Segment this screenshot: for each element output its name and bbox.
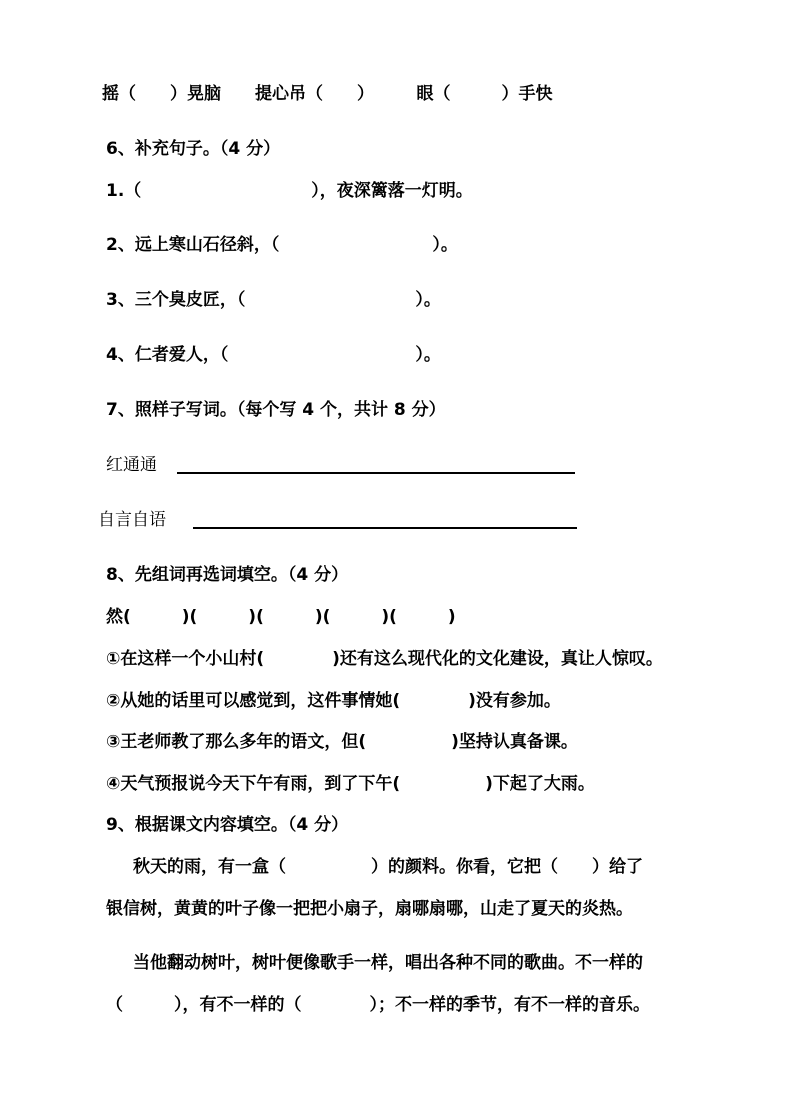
q8-title: 8、先组词再选词填空。（4 分）: [106, 565, 349, 585]
q6-sentence-3: 3、三个臭皮匠，（ ）。: [106, 290, 441, 310]
q6-sentence-4: 4、仁者爱人，（ ）。: [106, 345, 441, 365]
q9-para1-line2: 银信树，黄黄的叶子像一把把小扇子，扇哪扇哪，山走了夏天的炎热。: [106, 899, 633, 919]
q6-title: 6、补充句子。（4 分）: [106, 139, 281, 159]
q8-item-1: ①在这样一个小山村( )还有这么现代化的文化建设，真让人惊叹。: [106, 649, 663, 669]
q8-item-4: ④天气预报说今天下午有雨，到了下午( )下起了大雨。: [106, 774, 595, 794]
q8-ran-blanks: 然( )( )( )( )( ): [106, 607, 456, 627]
q9-para2-line1: 当他翻动树叶，树叶便像歌手一样，唱出各种不同的歌曲。不一样的: [133, 953, 643, 973]
q6-sentence-2: 2、远上寒山石径斜，（ ）。: [106, 235, 458, 255]
q7-title: 7、照样子写词。（每个写 4 个，共计 8 分）: [106, 400, 446, 420]
q7-example-2: 自言自语: [98, 510, 166, 530]
q9-para2-line2: （ ），有不一样的（ ）；不一样的季节，有不一样的音乐。: [106, 995, 650, 1015]
q7-answer-line-2[interactable]: [193, 527, 577, 529]
q9-para1-line1: 秋天的雨，有一盒（ ）的颜料。你看，它把（ ）给了: [133, 857, 643, 877]
q8-item-2: ②从她的话里可以感觉到，这件事情她( )没有参加。: [106, 691, 561, 711]
q7-example-1: 红通通: [106, 455, 157, 475]
q6-sentence-1: 1.（ ），夜深篱落一灯明。: [106, 181, 473, 201]
q8-item-3: ③王老师教了那么多年的语文，但( )坚持认真备课。: [106, 732, 578, 752]
q7-answer-line-1[interactable]: [177, 472, 575, 474]
q9-title: 9、根据课文内容填空。（4 分）: [106, 815, 349, 835]
idiom-line: 摇（ ）晃脑 提心吊（ ） 眼（ ）手快: [102, 84, 553, 104]
